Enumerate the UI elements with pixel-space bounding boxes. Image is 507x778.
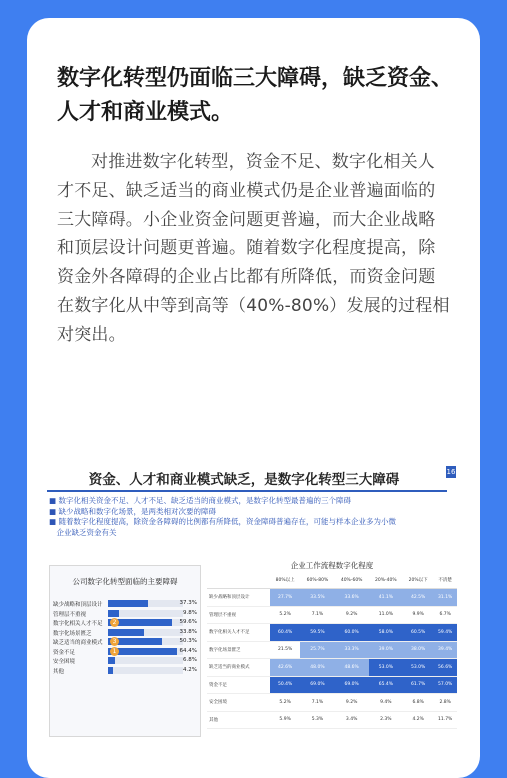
obstacle-row (50, 618, 200, 628)
obstacle-bar-track (108, 657, 183, 664)
table-row (207, 606, 457, 624)
slide-bullet: ■ 随着数字化程度提高，除资金各障碍的比例都有所降低，资金障碍普遍存在，可能与样本企业多为小微 (49, 517, 396, 526)
table-cell: 60.5% (403, 624, 433, 642)
table-cell: 33.6% (335, 589, 369, 607)
table-cell: 39.4% (433, 641, 457, 659)
table-cell: 48.0% (300, 659, 334, 677)
table-cell: 5.2% (270, 606, 300, 624)
digitalization-table-grid (207, 572, 457, 729)
table-cell: 27.7% (270, 589, 300, 607)
obstacle-label: 缺乏适当的商业模式 (53, 640, 103, 646)
table-cell: 25.7% (300, 641, 334, 659)
table-cell: 6.7% (433, 606, 457, 624)
article-title: 数字化转型仍面临三大障碍，缺乏资金、人才和商业模式。 (57, 66, 454, 125)
obstacle-value: 4.2% (183, 666, 197, 673)
rank-marker: 2 (110, 618, 119, 627)
obstacle-label: 其他 (53, 668, 65, 675)
table-row-label: 数字化场景匮乏 (207, 641, 270, 659)
obstacles-chart-rows (50, 599, 200, 675)
obstacle-label: 管理层不重视 (53, 611, 87, 618)
table-row-label: 其他 (207, 711, 270, 729)
table-cell: 9.4% (369, 694, 403, 712)
table-row (207, 589, 457, 607)
table-cell: 5.3% (300, 711, 334, 729)
table-row (207, 659, 457, 677)
table-cell: 11.7% (433, 711, 457, 729)
digitalization-table (207, 560, 457, 729)
obstacle-value: 6.8% (183, 657, 197, 663)
obstacle-row (50, 647, 200, 657)
slide-title-underline (47, 490, 447, 492)
table-cell: 48.6% (335, 659, 369, 677)
obstacle-bar (108, 610, 119, 617)
table-cell: 2.8% (433, 694, 457, 712)
obstacle-bar-track (108, 600, 183, 607)
table-cell: 9.2% (335, 606, 369, 624)
obstacle-row (50, 609, 200, 619)
table-cell: 69.0% (300, 676, 334, 694)
obstacle-label: 安全困境 (53, 659, 76, 665)
table-header-cell: 60%-80% (300, 572, 334, 589)
table-cell: 7.1% (300, 694, 334, 712)
table-cell: 38.0% (403, 641, 433, 659)
table-row (207, 641, 457, 659)
obstacle-row (50, 628, 200, 638)
table-header-cell (207, 572, 270, 589)
obstacle-label: 数字化场景匮乏 (53, 630, 92, 637)
table-cell: 60.0% (335, 624, 369, 642)
table-cell: 2.3% (369, 711, 403, 729)
obstacle-bar-track (108, 629, 183, 636)
table-cell: 65.4% (369, 676, 403, 694)
table-cell: 31.1% (433, 589, 457, 607)
table-cell: 42.5% (403, 589, 433, 607)
obstacle-bar-track (108, 610, 183, 617)
table-cell: 60.4% (270, 624, 300, 642)
obstacle-row (50, 656, 200, 666)
obstacle-bar (108, 629, 144, 636)
table-cell: 11.0% (369, 606, 403, 624)
obstacle-value: 37.3% (179, 600, 197, 606)
report-slide-image (27, 460, 464, 740)
obstacle-value: 9.8% (183, 609, 197, 616)
table-cell: 6.8% (403, 694, 433, 712)
table-row-label: 缺乏适当的商业模式 (207, 659, 270, 677)
table-cell: 50.4% (270, 676, 300, 694)
slide-bullet: ■ 数字化相关资金不足、人才不足、缺乏适当的商业模式，是数字化转型最普遍的三个障碍 (49, 496, 351, 505)
table-cell: 59.5% (300, 624, 334, 642)
obstacle-label: 数字化相关人才不足 (53, 621, 103, 627)
rank-marker: 1 (110, 647, 119, 656)
obstacle-row (50, 637, 200, 647)
obstacle-value: 59.6% (179, 619, 197, 625)
slide-bullets (49, 496, 459, 538)
table-row-label: 安全困境 (207, 694, 270, 712)
table-cell: 5.9% (270, 711, 300, 729)
table-cell: 69.0% (335, 676, 369, 694)
obstacles-chart-title: 公司数字化转型面临的主要障碍 (72, 577, 178, 586)
table-row (207, 624, 457, 642)
table-header-cell: 不清楚 (433, 572, 457, 589)
obstacle-bar (108, 667, 113, 674)
obstacle-bar-track (108, 638, 183, 645)
table-cell: 53.0% (369, 659, 403, 677)
rank-marker: 3 (110, 637, 119, 646)
table-row-label: 数字化相关人才不足 (207, 624, 270, 642)
obstacle-row (50, 599, 200, 609)
table-row (207, 694, 457, 712)
table-row-label: 管理层不重视 (207, 606, 270, 624)
table-row (207, 676, 457, 694)
article-body: 对推进数字化转型，资金不足、数字化相关人才不足、缺乏适当的商业模式仍是企业普遍面临的三大障碍。小企业资金问题更普遍，而大企业战略和顶层设计问题更普遍。随着数字化程度提高，除资金外各障碍的企业占比都有所降低，而资金问题在数字化从中等到高等（40%-80%）发展的过程相对突出。 (57, 152, 450, 345)
table-cell: 33.3% (335, 641, 369, 659)
table-cell: 5.2% (270, 694, 300, 712)
slide-bullet: 企业缺乏资金有关 (49, 527, 117, 537)
table-cell: 3.4% (335, 711, 369, 729)
obstacle-value: 33.8% (179, 628, 197, 635)
table-cell: 4.2% (403, 711, 433, 729)
table-cell: 41.1% (369, 589, 403, 607)
table-cell: 56.6% (433, 659, 457, 677)
slide-bullet: ■ 缺少战略和数字化场景，是两类相对次要的障碍 (49, 506, 216, 516)
table-cell: 33.5% (300, 589, 334, 607)
table-row-label: 资金不足 (207, 676, 270, 694)
obstacle-label: 资金不足 (53, 649, 76, 656)
table-cell: 59.4% (433, 624, 457, 642)
table-cell: 53.0% (403, 659, 433, 677)
table-header-cell: 20%-40% (369, 572, 403, 589)
table-cell: 21.5% (270, 641, 300, 659)
obstacle-bar (108, 600, 148, 607)
table-header-cell: 40%-60% (335, 572, 369, 589)
slide-title: 资金、人才和商业模式缺乏，是数字化转型三大障碍 (88, 472, 400, 488)
obstacle-bar-track (108, 619, 183, 626)
table-row (207, 711, 457, 729)
table-cell: 7.1% (300, 606, 334, 624)
table-cell: 42.6% (270, 659, 300, 677)
obstacle-value: 50.3% (179, 638, 197, 644)
table-header-row (207, 572, 457, 589)
obstacles-bar-chart (49, 565, 201, 737)
table-cell: 9.9% (403, 606, 433, 624)
obstacle-label: 缺少战略和顶层设计 (53, 602, 103, 608)
table-cell: 9.2% (335, 694, 369, 712)
obstacle-bar (108, 657, 115, 664)
obstacle-bar-track (108, 648, 183, 655)
slide-page-badge: 16 (446, 468, 456, 476)
table-cell: 39.0% (369, 641, 403, 659)
table-cell: 61.7% (403, 676, 433, 694)
table-row-label: 缺少战略和顶层设计 (207, 589, 270, 607)
table-header-cell: 20%以下 (403, 572, 433, 589)
table-cell: 58.0% (369, 624, 403, 642)
table-cell: 57.0% (433, 676, 457, 694)
obstacle-value: 64.4% (179, 647, 197, 654)
table-header-cell: 80%以上 (270, 572, 300, 589)
obstacle-row (50, 666, 200, 676)
digitalization-table-title: 企业工作流程数字化程度 (290, 561, 374, 570)
obstacle-bar-track (108, 667, 183, 674)
